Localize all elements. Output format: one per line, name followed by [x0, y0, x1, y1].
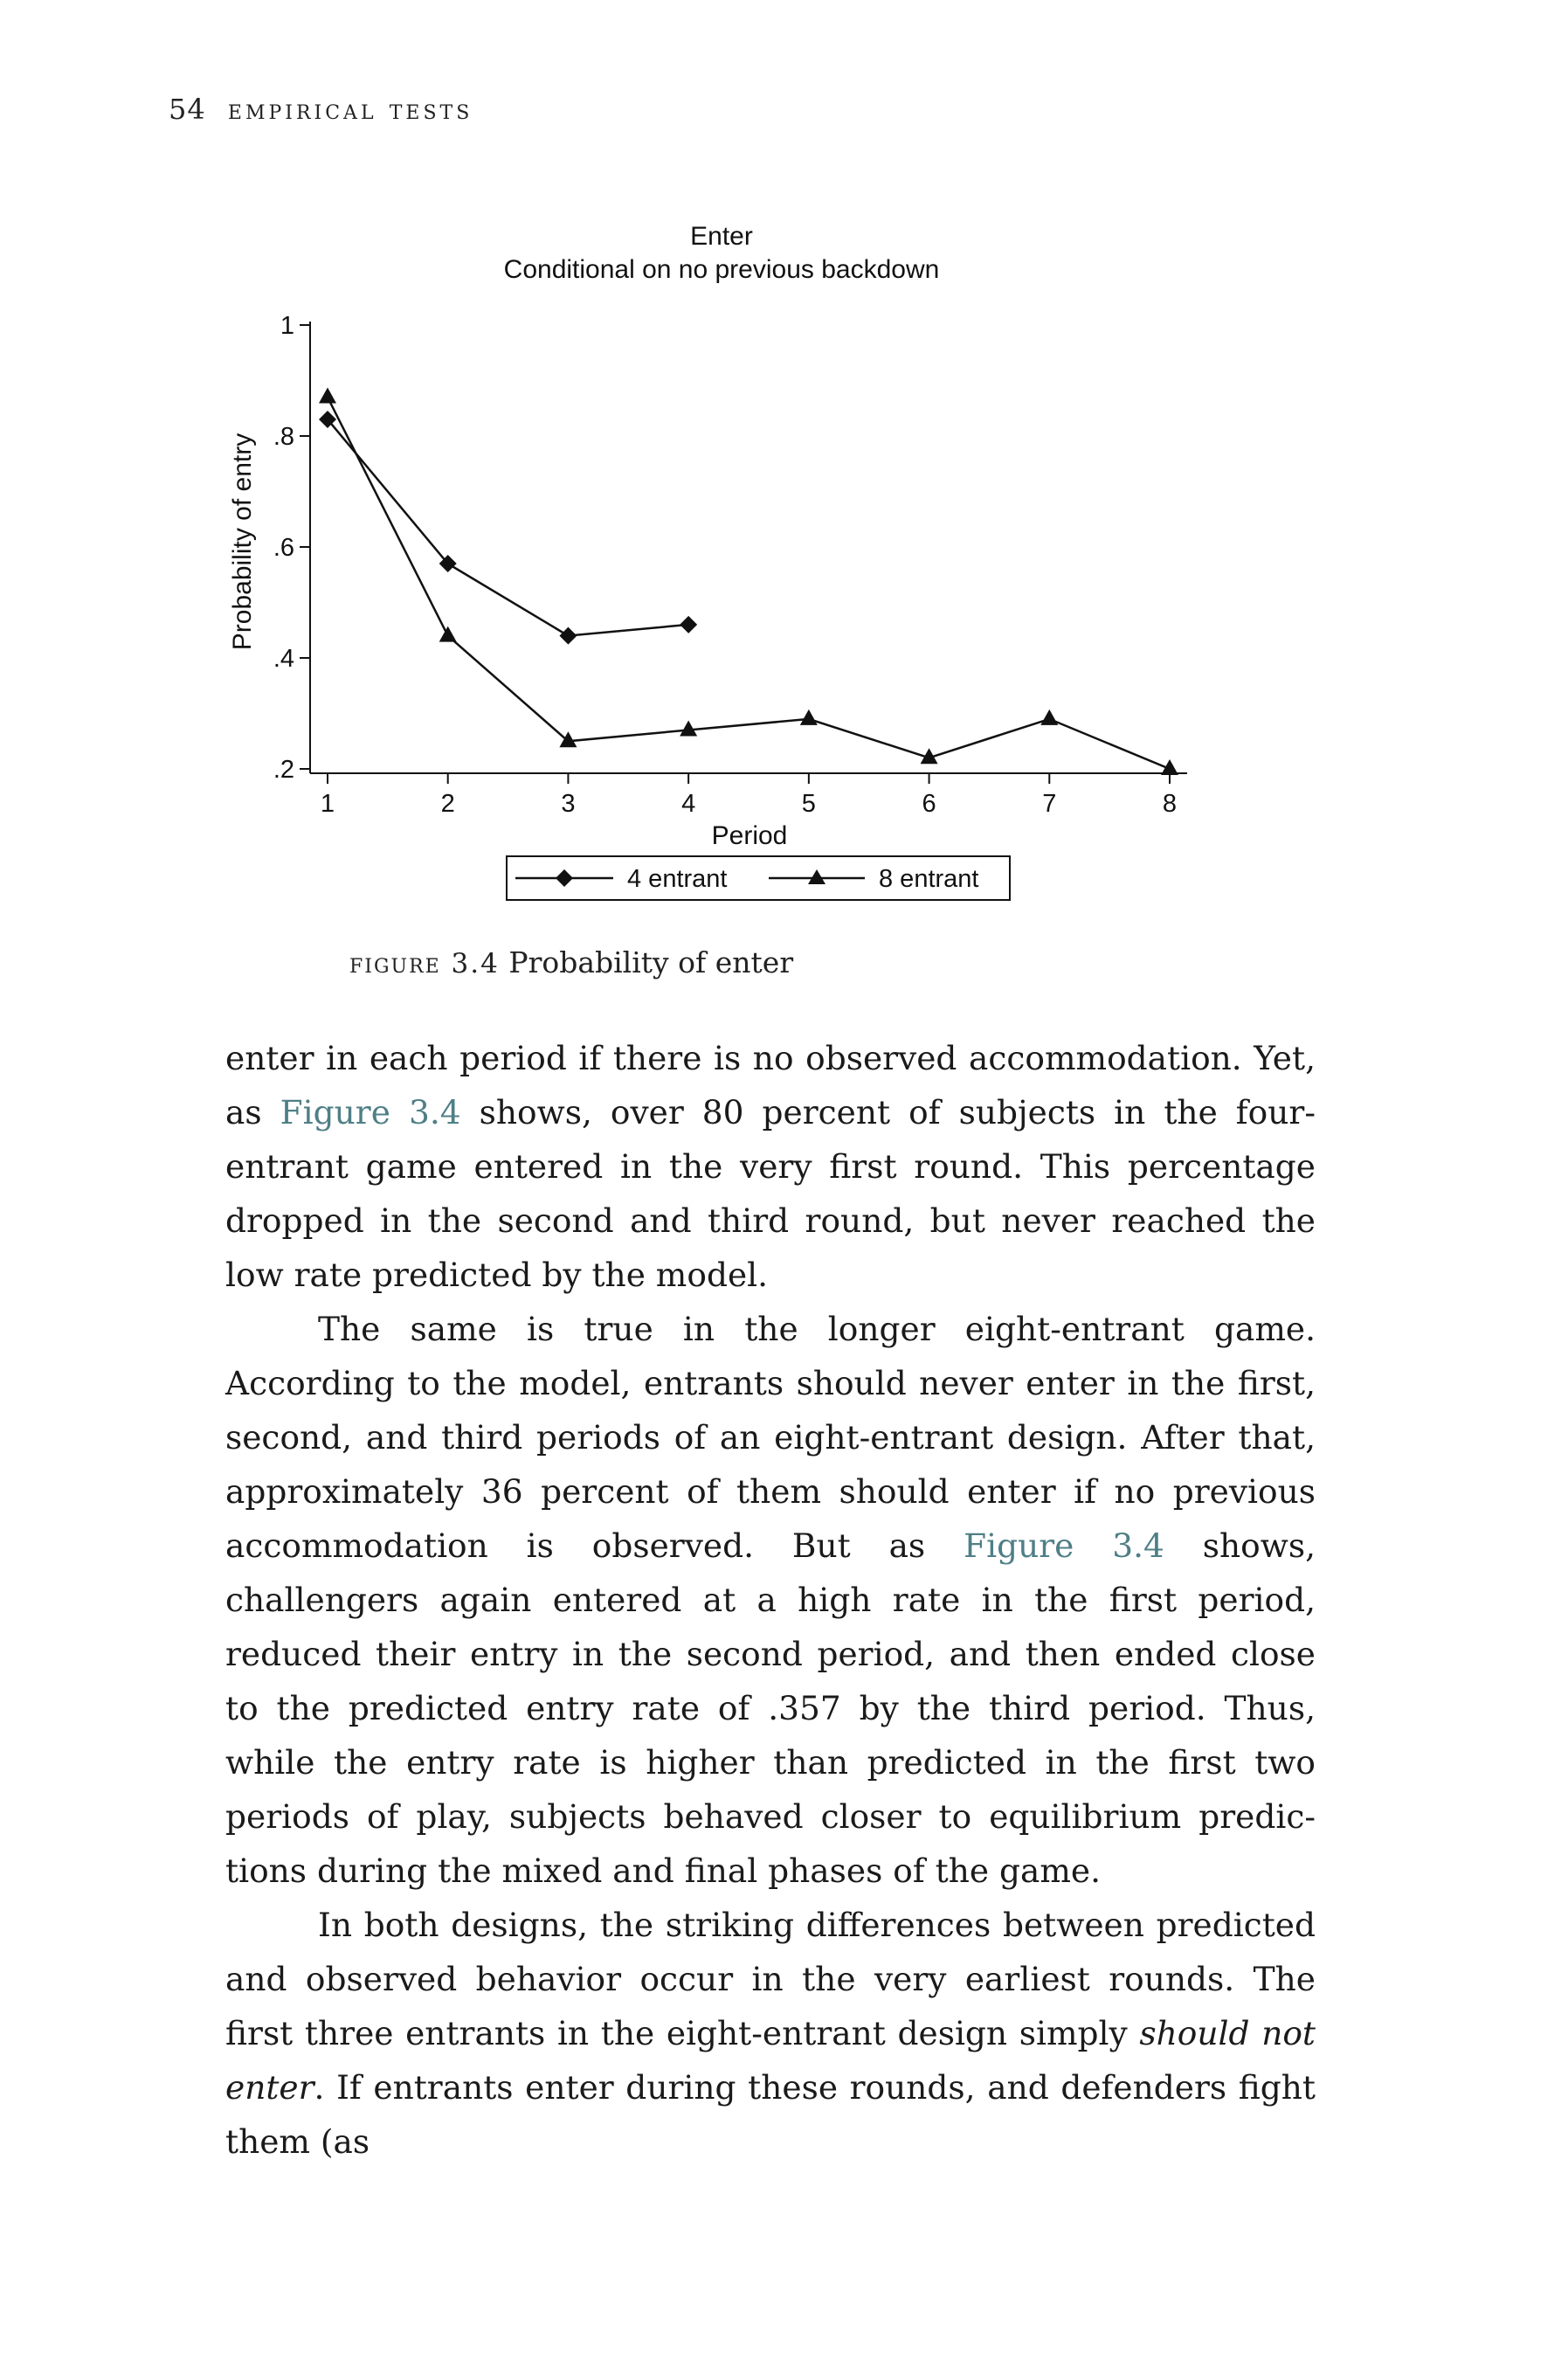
paragraph-3: [225, 1898, 1316, 2169]
figure-3-4-link[interactable]: Figure 3.4: [964, 1526, 1164, 1565]
series-lines: [328, 398, 1170, 769]
figure-label: figure 3.4: [349, 948, 500, 979]
y-tick-label: .2: [273, 756, 294, 784]
paragraph-1-text-a: enter in each period if there is no observed accommodation. Yet, as: [225, 1039, 1316, 1132]
legend-label-4-entrant: 4 entrant: [627, 865, 728, 893]
x-tick-label: 4: [681, 790, 696, 818]
body-text: [225, 1031, 1316, 2169]
paragraph-2: [225, 1302, 1316, 1898]
series-line-8-entrant: [328, 398, 1170, 769]
paragraph-1-text-b: shows, over 80 percent of subjects in the four-entrant game entered in the very first round. This percentage dropped in the second and third round, but never reached the low rate predicted by the model.: [225, 1093, 1316, 1294]
x-tick-label: 7: [1042, 790, 1057, 818]
paragraph-2-text-a: The same is true in the longer eight-entrant game. According to the model, entrants should never enter in the first, second, and third periods of an eight-entrant design. After that, approximately 36 percent of them should enter if no previous accommodation is observed. But as: [225, 1310, 1316, 1565]
legend-label-8-entrant: 8 entrant: [879, 865, 979, 893]
probability-of-entry-chart: [0, 210, 1568, 952]
page-number: 54: [169, 93, 206, 126]
paragraph-2-text-b: shows, challengers again entered at a high rate in the first period, reduced their entry in the second period, and then ended close to the predicted entry rate of .357 by the third period. Thus, while the entry rate is higher than predicted in the first two periods of play, subjects behaved closer to equilibrium predic-tions during the mixed and final phases of the game.: [225, 1526, 1316, 1890]
paragraph-3-emphasis: should not enter: [225, 2014, 1316, 2107]
legend: [507, 856, 1010, 900]
series-markers: [319, 388, 1178, 775]
x-tick-label: 5: [801, 790, 816, 818]
chart-subtitle: Conditional on no previous backdown: [503, 255, 940, 284]
series-line-4-entrant: [328, 419, 688, 636]
y-tick-label: .6: [273, 534, 294, 562]
data-point-8-entrant: [680, 721, 697, 737]
figure-3-4-link[interactable]: Figure 3.4: [280, 1093, 461, 1132]
axes: [273, 312, 1187, 818]
y-tick-label: .4: [273, 645, 294, 673]
x-tick-label: 1: [320, 790, 335, 818]
data-point-8-entrant: [559, 731, 577, 747]
data-point-8-entrant: [439, 626, 457, 642]
data-point-4-entrant: [680, 616, 697, 633]
y-tick-label: .8: [273, 423, 294, 451]
figure-caption-text: Probability of enter: [508, 945, 794, 979]
data-point-8-entrant: [1040, 709, 1058, 725]
y-tick-label: 1: [280, 312, 294, 340]
section-title: empirical tests: [227, 93, 473, 126]
x-tick-label: 6: [922, 790, 936, 818]
x-tick-label: 2: [440, 790, 455, 818]
chart-title: Enter: [690, 222, 753, 251]
paragraph-3-text-b: . If entrants enter during these rounds, and defenders fight them (as: [225, 2068, 1316, 2161]
paragraph-1: [225, 1031, 1316, 1302]
data-point-8-entrant: [319, 388, 336, 404]
data-point-8-entrant: [800, 709, 818, 725]
running-head: [169, 93, 473, 126]
figure: [0, 210, 1568, 952]
x-tick-label: 3: [561, 790, 576, 818]
x-tick-label: 8: [1162, 790, 1178, 818]
paragraph-3-text-a: In both designs, the striking differences between predicted and observed behavior occur in the very earliest rounds. The first three entrants in the eight-entrant design simply: [225, 1906, 1316, 2052]
data-point-4-entrant: [559, 627, 577, 645]
figure-caption: [349, 945, 793, 979]
x-axis-label: Period: [711, 821, 788, 850]
y-axis-label: Probability of entry: [228, 433, 257, 651]
